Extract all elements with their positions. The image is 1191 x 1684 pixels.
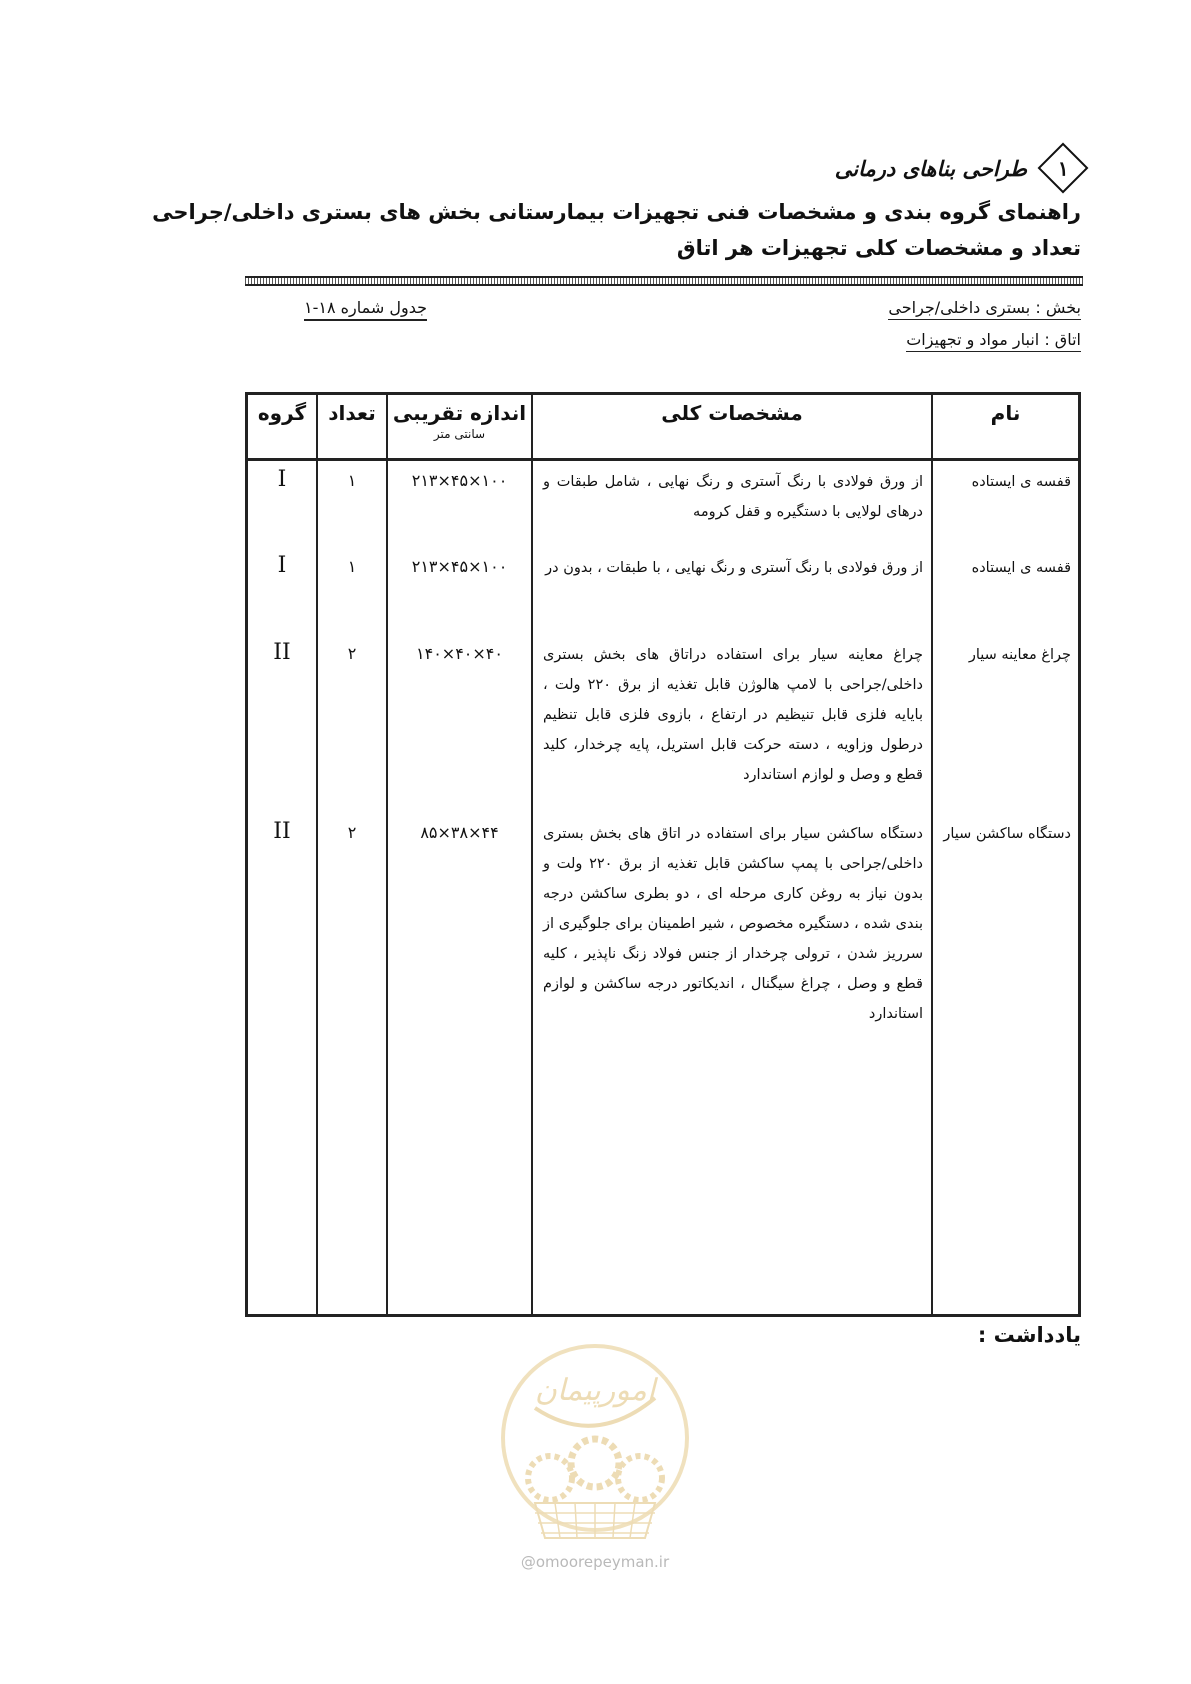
row-2-name: قفسه ی ایستاده <box>971 560 1071 576</box>
row-1-size: ۱۰۰×۴۵×۲۱۳ <box>411 471 508 490</box>
header-count: تعداد <box>328 401 376 425</box>
row-4-name: دستگاه ساکشن سیار <box>943 826 1071 842</box>
row-4-size: ۴۴×۳۸×۸۵ <box>420 823 499 842</box>
note-label: یادداشت : <box>977 1323 1081 1347</box>
column-divider <box>316 395 318 1314</box>
row-1-count: ۱ <box>347 471 357 490</box>
room-label: اتاق : انبار مواد و تجهیزات <box>906 330 1081 352</box>
watermark-logo <box>495 1338 695 1578</box>
column-divider <box>931 395 933 1314</box>
header-size-unit: سانتی متر <box>433 427 486 441</box>
row-3-count: ۲ <box>347 644 357 663</box>
row-4-spec: دستگاه ساکشن سیار برای استفاده در اتاق های بخش بستری داخلی/جراحی با پمپ ساکشن قابل تغذیه از برق ۲۲۰ ولت و بدون نیاز به روغن کاری مرحله ای ، دو بطری ساکشن درجه بندی شده ، دستگیره مخصوص ، شیر اطمینان برای جلوگیری از سرریز شدن ، ترولی چرخدار از جنس فولاد زنگ ناپذیر ، کلیه قطع و وصل ، چراغ سیگنال ، اندیکاتور درجه ساکشن و لوازم استاندارد <box>543 826 923 1022</box>
row-3-group: II <box>273 640 291 665</box>
row-2-size: ۱۰۰×۴۵×۲۱۳ <box>411 557 508 576</box>
table-number: جدول شماره ۱۸-۱ <box>304 298 427 321</box>
book-title <box>835 150 1081 186</box>
row-2-count: ۱ <box>347 557 357 576</box>
section-subtitle: تعداد و مشخصات کلی تجهیزات هر اتاق <box>676 236 1081 260</box>
section-label: بخش : بستری داخلی/جراحی <box>888 298 1081 320</box>
row-1-group: I <box>277 467 287 492</box>
row-2-group: I <box>277 553 287 578</box>
header-spec: مشخصات کلی <box>661 401 803 425</box>
row-4-group: II <box>273 819 291 844</box>
header-size-label: اندازه تقریبی <box>392 401 527 425</box>
header-divider <box>245 276 1083 286</box>
row-2-spec: از ورق فولادی با رنگ آستری و رنگ نهایی ، با طبقات ، بدون در <box>545 560 923 576</box>
header-size <box>388 395 531 464</box>
row-3-size: ۴۰×۴۰×۱۴۰ <box>416 644 503 663</box>
watermark-url: @omoorepeyman.ir <box>520 1553 670 1571</box>
row-3-name: چراغ معاینه سیار <box>968 647 1071 663</box>
watermark-url-text: omoorepeyman.ir <box>535 1553 670 1571</box>
chapter-badge: ۱ <box>1038 143 1089 194</box>
book-title-text: طراحی بناهای درمانی <box>834 155 1027 181</box>
watermark-logo-text: امورپیمان <box>534 1373 656 1408</box>
row-4-count: ۲ <box>347 823 357 842</box>
row-3-spec: چراغ معاینه سیار برای استفاده دراتاق های بخش بستری داخلی/جراحی با لامپ هالوژن قابل تغذیه از برق ۲۲۰ ولت ، بایایه فلزی قابل تنیظیم در ارتفاع ، بازوی فلزی قابل تنظیم درطول وزاویه ، دسته حرکت قابل استریل، پایه چرخدار، کلید قطع و وصل و لوازم استاندارد <box>543 647 924 783</box>
column-divider <box>386 395 388 1314</box>
guide-title: راهنمای گروه بندی و مشخصات فنی تجهیزات بیمارستانی بخش های بستری داخلی/جراحی <box>152 200 1081 224</box>
header-group: گروه <box>257 401 307 425</box>
column-divider <box>531 395 533 1314</box>
row-1-name: قفسه ی ایستاده <box>971 474 1071 490</box>
header-name: نام <box>990 401 1021 425</box>
equipment-table <box>245 392 1081 1317</box>
row-1-spec: از ورق فولادی با رنگ آستری و رنگ نهایی ، شامل طبقات و درهای لولایی با دستگیره و قفل کرومه <box>543 474 923 520</box>
